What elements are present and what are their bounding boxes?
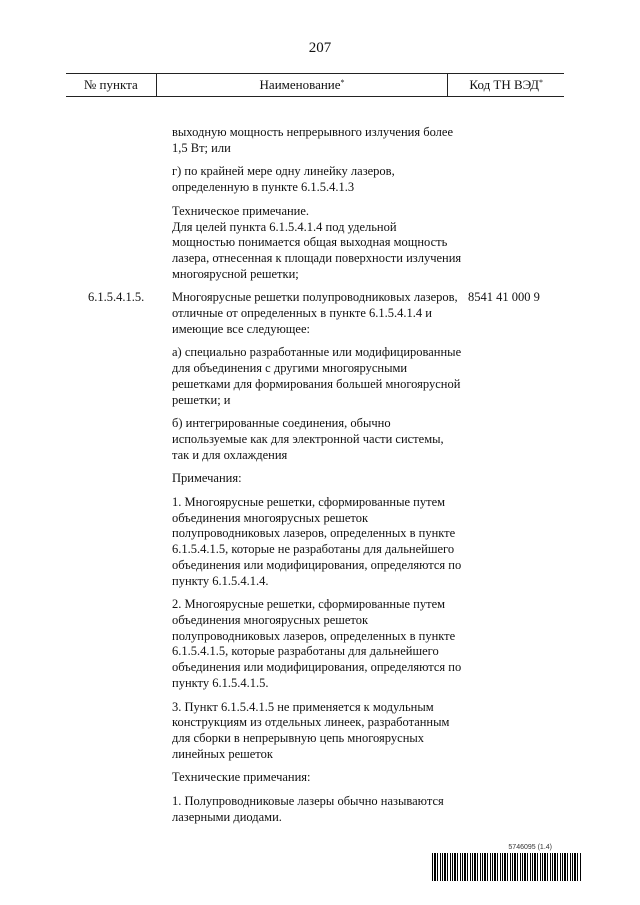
header-item-number-label: № пункта [83, 77, 138, 92]
header-code [447, 74, 564, 96]
technical-note: Техническое примечание. Для целей пункта 6.1.5.4.1.4 под удельной мощностью понимается общая выходная мощность лазера, отнесенная к площади поверхности излучения многоярусной решетки; [172, 203, 462, 281]
paragraph: 3. Пункт 6.1.5.4.1.5 не применяется к модульным конструкциям из отдельных линеек, разработанным для сборки в непрерывную цепь многоярусных линейных решеток [172, 699, 450, 761]
technical-notes-heading: Технические примечания: [172, 770, 311, 785]
paragraph: б) интегрированные соединения, обычно используемые как для электронной части системы, так и для охлаждения [172, 416, 444, 462]
paragraph: г) по крайней мере одну линейку лазеров, определенную в пункте 6.1.5.4.1.3 [172, 164, 395, 195]
paragraph: 2. Многоярусные решетки, сформированные путем объединения многоярусных решеток полупроводниковых лазеров, определенных в пункте 6.1.5.4.1.5, которые разработаны для дальнейшего объединения или модифицирования, определяются по пункту 6.1.5.4.1.5. [172, 597, 462, 690]
header-code-label: Код ТН ВЭД [469, 77, 540, 92]
header-name [156, 74, 448, 96]
paragraph: а) специально разработанные или модифицированные для объединения с другими многоярусными решетками для формирования большей многоярусной решетки; и [172, 345, 462, 407]
barcode [432, 853, 582, 881]
paragraph: 1. Полупроводниковые лазеры обычно называются лазерными диодами. [172, 794, 444, 824]
document-stamp: 5746095 (1.4) [508, 844, 552, 851]
notes-heading: Примечания: [172, 471, 242, 486]
item-number: 6.1.5.4.1.5. [88, 290, 145, 305]
header-item-number [66, 74, 156, 96]
header-name-label: Наименование [259, 77, 341, 92]
header-code-footnote-mark: * [539, 77, 544, 87]
paragraph: 1. Многоярусные решетки, сформированные путем объединения многоярусных решеток полупроводниковых лазеров, определенных в пункте 6.1.5.4.1.5, которые не разработаны для дальнейшего объединения или модифицирования, определяются по пункту 6.1.5.4.1.4. [172, 495, 462, 588]
description-column [172, 125, 462, 833]
item-code: 8541 41 000 9 [468, 290, 540, 305]
page-number: 207 [308, 40, 332, 56]
paragraph: Многоярусные решетки полупроводниковых лазеров, отличные от определенных в пункте 6.1.5.4.1.4 и имеющие все следующее: [172, 290, 458, 336]
header-name-footnote-mark: * [340, 77, 345, 87]
table-header [66, 73, 564, 97]
paragraph: выходную мощность непрерывного излучения более 1,5 Вт; или [172, 125, 453, 155]
